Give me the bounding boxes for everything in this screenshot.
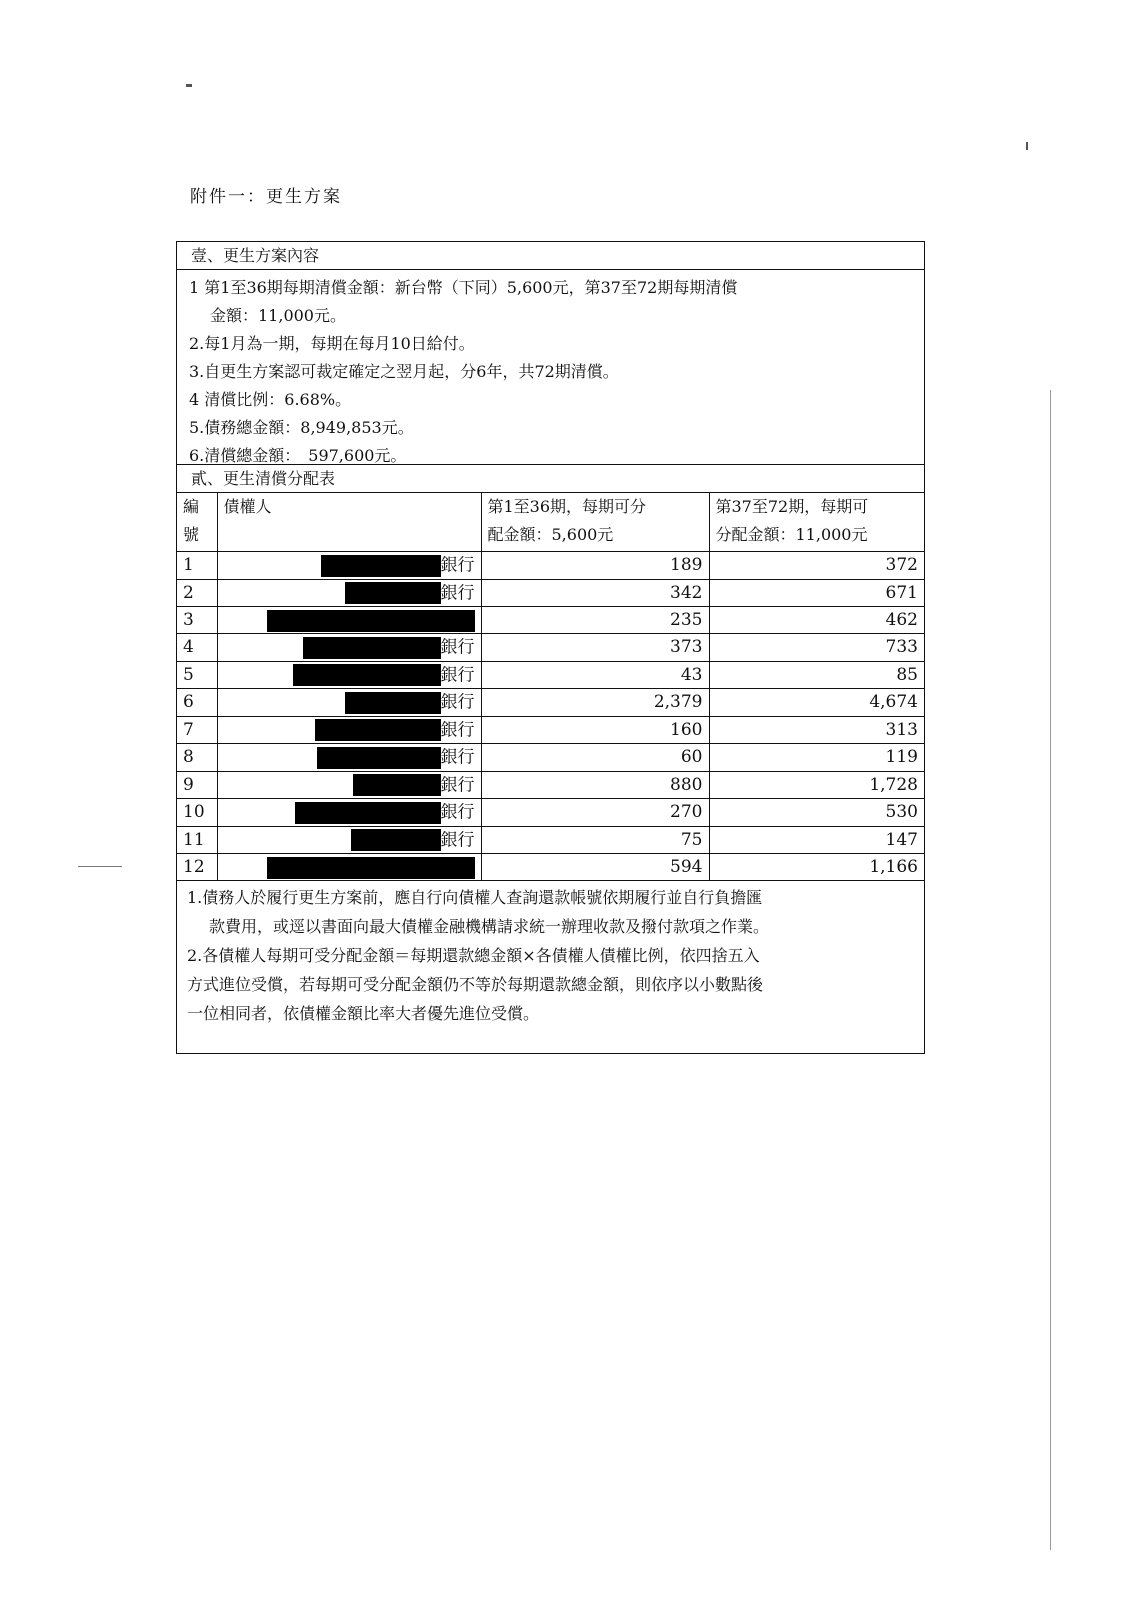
- period2-amount: 530: [709, 799, 924, 827]
- creditor-cell: [217, 689, 481, 717]
- row-number: 5: [177, 661, 217, 689]
- creditor-bank-label: 銀行: [440, 583, 475, 603]
- period2-amount: 462: [709, 607, 924, 634]
- creditor-bank-label: 銀行: [440, 775, 475, 795]
- plan-content: [177, 270, 924, 465]
- redaction-bar: [295, 802, 441, 824]
- row-number: 3: [177, 607, 217, 634]
- redaction-bar: [317, 747, 441, 769]
- creditor-bank-label: 銀行: [440, 720, 475, 740]
- creditor-cell: [217, 826, 481, 854]
- redaction-bar: [345, 692, 441, 714]
- redaction-bar: [315, 719, 441, 741]
- plan-line: 3.自更生方案認可裁定確定之翌月起，分6年，共72期清償。: [189, 362, 619, 381]
- period1-amount: 189: [481, 552, 709, 580]
- table-row: [177, 579, 924, 607]
- scan-speck: [186, 84, 192, 87]
- row-number: 11: [177, 826, 217, 854]
- note-line: 1.債務人於履行更生方案前，應自行向債權人查詢還款帳號依期履行並自行負擔匯: [187, 888, 763, 907]
- period1-amount: 2,379: [481, 689, 709, 717]
- col-header-no: 編 號: [177, 493, 217, 552]
- row-number: 10: [177, 799, 217, 827]
- table-row: [177, 689, 924, 717]
- plan-line: 4 清償比例：6.68%。: [189, 390, 352, 409]
- section1-heading: 壹、更生方案內容: [177, 242, 924, 270]
- period1-amount: 60: [481, 744, 709, 772]
- redaction-bar: [351, 829, 441, 851]
- scan-speck: [78, 866, 122, 867]
- table-row: [177, 799, 924, 827]
- period2-amount: 372: [709, 552, 924, 580]
- notes: [177, 881, 924, 1032]
- table-row: [177, 552, 924, 580]
- creditor-cell: [217, 661, 481, 689]
- period1-amount: 160: [481, 716, 709, 744]
- row-number: 4: [177, 634, 217, 662]
- creditor-cell: [217, 579, 481, 607]
- period2-amount: 313: [709, 716, 924, 744]
- note-line: 2.各債權人每期可受分配金額＝每期還款總金額×各債權人債權比例，依四捨五入: [187, 946, 760, 965]
- col-header-period2: 第37至72期，每期可 分配金額：11,000元: [709, 493, 924, 552]
- creditor-cell: [217, 744, 481, 772]
- annex-title: 附件一：更生方案: [190, 187, 342, 207]
- period2-amount: 1,728: [709, 771, 924, 799]
- creditor-cell: [217, 634, 481, 662]
- col-header-period1: 第1至36期，每期可分 配金額：5,600元: [481, 493, 709, 552]
- creditor-cell: [217, 854, 481, 881]
- redaction-bar: [293, 664, 441, 686]
- creditor-cell: [217, 607, 481, 634]
- period2-amount: 147: [709, 826, 924, 854]
- table-row: [177, 716, 924, 744]
- table-row: [177, 771, 924, 799]
- creditor-bank-label: 銀行: [440, 747, 475, 768]
- period1-amount: 594: [481, 854, 709, 881]
- row-number: 7: [177, 716, 217, 744]
- row-number: 12: [177, 854, 217, 881]
- section2-heading: 貳、更生清償分配表: [177, 465, 924, 493]
- scan-speck: [1026, 142, 1028, 150]
- period2-amount: 85: [709, 661, 924, 689]
- creditor-bank-label: 銀行: [440, 665, 475, 685]
- period2-amount: 733: [709, 634, 924, 662]
- period2-amount: 4,674: [709, 689, 924, 717]
- redaction-bar: [321, 555, 441, 577]
- plan-line: 6.清償總金額： 597,600元。: [189, 446, 407, 465]
- plan-line: 1 第1至36期每期清償金額：新台幣（下同）5,600元，第37至72期每期清償: [189, 278, 738, 297]
- redaction-bar: [267, 857, 475, 879]
- period1-amount: 235: [481, 607, 709, 634]
- table-row: [177, 634, 924, 662]
- scan-edge-line: [1050, 390, 1051, 1550]
- table-row: [177, 744, 924, 772]
- note-line: 一位相同者，依債權金額比率大者優先進位受償。: [187, 1004, 540, 1023]
- redaction-bar: [345, 582, 441, 604]
- table-row: [177, 826, 924, 854]
- creditor-cell: [217, 552, 481, 580]
- row-number: 6: [177, 689, 217, 717]
- row-number: 2: [177, 579, 217, 607]
- creditor-bank-label: 銀行: [440, 830, 475, 850]
- redaction-bar: [353, 774, 441, 796]
- allocation-table: [177, 493, 924, 881]
- period1-amount: 75: [481, 826, 709, 854]
- row-number: 1: [177, 552, 217, 580]
- period1-amount: 43: [481, 661, 709, 689]
- creditor-bank-label: 銀行: [440, 692, 475, 713]
- period1-amount: 880: [481, 771, 709, 799]
- col-header-creditor: 債權人: [217, 493, 481, 552]
- creditor-cell: [217, 716, 481, 744]
- creditor-bank-label: 銀行: [440, 555, 475, 576]
- period1-amount: 270: [481, 799, 709, 827]
- creditor-bank-label: 銀行: [440, 637, 475, 658]
- redaction-bar: [303, 637, 441, 659]
- plan-line: 金額：11,000元。: [210, 306, 346, 325]
- table-row: [177, 661, 924, 689]
- row-number: 9: [177, 771, 217, 799]
- rehabilitation-plan-box: [176, 241, 925, 1054]
- period2-amount: 1,166: [709, 854, 924, 881]
- creditor-cell: [217, 771, 481, 799]
- period2-amount: 119: [709, 744, 924, 772]
- creditor-bank-label: 銀行: [440, 802, 475, 823]
- note-line: 款費用，或逕以書面向最大債權金融機構請求統一辦理收款及撥付款項之作業。: [209, 917, 770, 936]
- period1-amount: 373: [481, 634, 709, 662]
- creditor-cell: [217, 799, 481, 827]
- row-number: 8: [177, 744, 217, 772]
- period2-amount: 671: [709, 579, 924, 607]
- table-header-row: [177, 493, 924, 552]
- table-row: [177, 854, 924, 881]
- note-line: 方式進位受償，若每期可受分配金額仍不等於每期還款總金額，則依序以小數點後: [187, 975, 764, 994]
- table-row: [177, 607, 924, 634]
- period1-amount: 342: [481, 579, 709, 607]
- plan-line: 2.每1月為一期，每期在每月10日給付。: [189, 334, 475, 353]
- plan-line: 5.債務總金額：8,949,853元。: [189, 418, 414, 437]
- redaction-bar: [267, 610, 475, 632]
